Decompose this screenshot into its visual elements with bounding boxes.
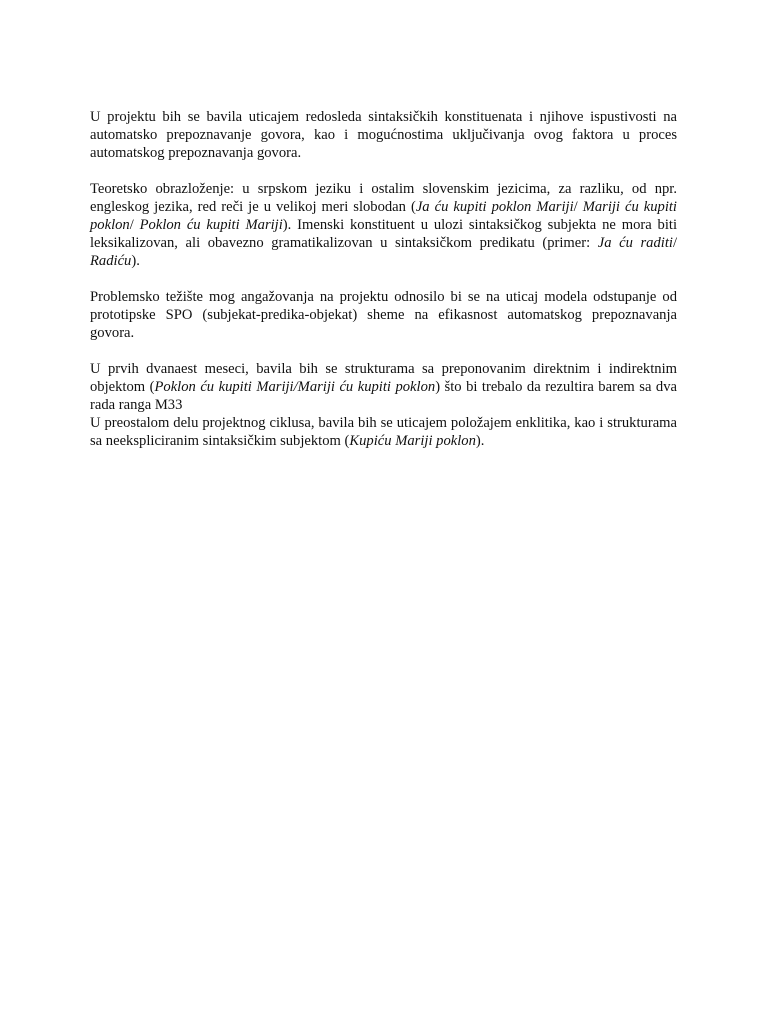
text-run: Teoretsko obrazloženje: u srpskom jeziku i ostalim slovenskim jezicima, za razliku, od npr. engleskog jezika, red reči je u velikoj meri slobodan ( bbox=[90, 181, 677, 215]
text-run: ). Imenski konstituent u ulozi sintaksičkog subjekta ne mora biti leksikalizovan, ali obavezno gramatikalizovan u sintaksičkom predikatu (primer: bbox=[90, 217, 678, 251]
text-run: U preostalom delu projektnog ciklusa, bavila bih se uticajem položajem enklitika, kao i strukturama sa neekspliciranim sintaksičkim subjektom ( bbox=[90, 415, 677, 449]
text-run: / bbox=[672, 235, 677, 251]
paragraph-spacer bbox=[90, 270, 677, 288]
example-italic: Radiću bbox=[90, 253, 132, 269]
paragraph-theory bbox=[90, 180, 677, 270]
text-run: ). bbox=[475, 433, 485, 449]
text-run: ). bbox=[131, 253, 140, 269]
paragraph-spacer bbox=[90, 342, 677, 360]
example-italic: Ja ću kupiti poklon Mariji bbox=[415, 199, 574, 215]
example-italic: Ja ću raditi bbox=[597, 235, 673, 251]
paragraph-remaining-cycle bbox=[90, 414, 677, 450]
paragraph-first-months bbox=[90, 360, 677, 414]
document-body bbox=[90, 108, 677, 450]
paragraph-problem: Problemsko težište mog angažovanja na projektu odnosilo bi se na uticaj modela odstupanje od prototipske SPO (subjekat-predika-objekat) sheme na efikasnost automatskog prepoznavanja govora. bbox=[90, 289, 677, 341]
example-italic: Kupiću Mariji poklon bbox=[349, 433, 476, 449]
example-italic: Poklon ću kupiti Mariji/Mariji ću kupiti poklon bbox=[154, 379, 436, 395]
text-run: / bbox=[573, 199, 583, 215]
example-italic: Mariji ću kupiti poklon bbox=[90, 199, 677, 233]
paragraph-spacer bbox=[90, 162, 677, 180]
example-italic: Poklon ću kupiti Mariji bbox=[139, 217, 283, 233]
paragraph-intro: U projektu bih se bavila uticajem redosleda sintaksičkih konstituenata i njihove ispustivosti na automatsko prepoznavanje govora, kao i mogućnostima uključivanja ovog faktora u proces automatskog prepoznavanja govora. bbox=[90, 109, 677, 161]
text-run: / bbox=[129, 217, 140, 233]
text-run: U prvih dvanaest meseci, bavila bih se strukturama sa preponovanim direktnim i indirektnim objektom ( bbox=[90, 361, 677, 395]
text-run: ) što bi trebalo da rezultira barem sa dva rada ranga M33 bbox=[90, 379, 677, 413]
